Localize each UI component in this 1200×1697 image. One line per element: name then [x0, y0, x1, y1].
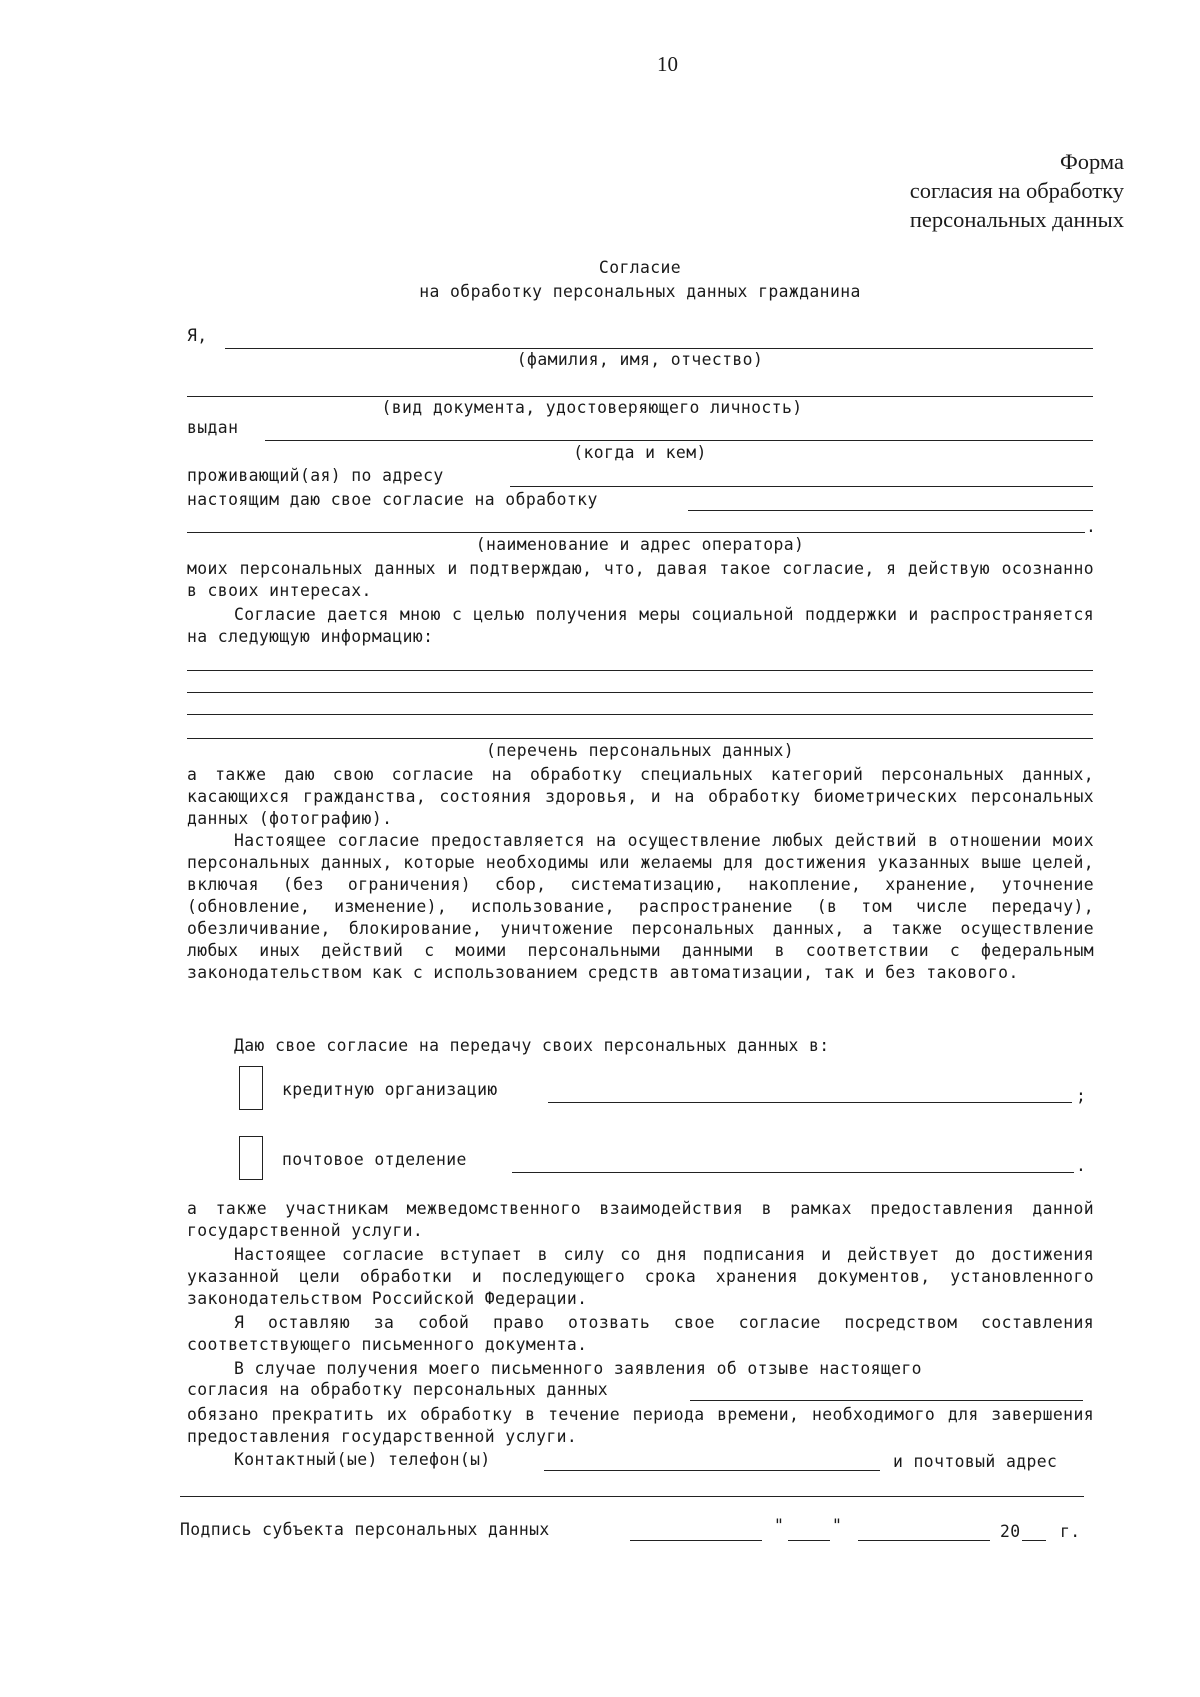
text-p5: Даю свое согласие на передачу своих персональных данных в: — [234, 1036, 830, 1055]
paragraph-stop-processing — [187, 1404, 1094, 1448]
year-prefix: 20 — [1000, 1522, 1021, 1541]
month-field[interactable] — [858, 1540, 990, 1541]
issued-caption: (когда и кем) — [573, 443, 707, 462]
title-line2: на обработку персональных данных гражданина — [419, 282, 861, 301]
paragraph-purpose-ack — [187, 558, 1094, 602]
paragraph-purpose — [187, 604, 1094, 648]
operator-field-2[interactable] — [187, 532, 1085, 533]
paragraph-actions — [187, 830, 1094, 984]
text-p8: Я оставляю за собой право отозвать свое согласие посредством составления соответствующего письменного документа. — [187, 1313, 1094, 1354]
form-label-line: Форма — [1059, 149, 1124, 174]
document-field[interactable] — [187, 396, 1093, 397]
info-list-line[interactable] — [187, 738, 1093, 739]
operator-name-field[interactable] — [690, 1400, 1083, 1401]
paragraph-special — [187, 764, 1094, 830]
text-p9b: согласия на обработку персональных данных — [187, 1380, 608, 1399]
form-label-line: согласия на обработку — [909, 178, 1124, 203]
form-label — [910, 147, 1124, 234]
list-caption: (перечень персональных данных) — [485, 741, 795, 760]
day-field[interactable] — [788, 1540, 830, 1541]
address-label: проживающий(ая) по адресу — [187, 466, 444, 485]
contact-phone-field[interactable] — [544, 1470, 880, 1471]
year-suffix: г. — [1060, 1522, 1081, 1541]
text-p4: Настоящее согласие предоставляется на осуществление любых действий в отношении моих персональных данных, которые необходимы или желаемы для достижения указанных выше целей, включая (без ограничения) сбор, систематизацию, накопление, хранение, уточнение (обновление, изменение), использование, распространение (в том числе передачу), обезличивание, блокирование, уничтожение персональных данных, а также осуществление любых иных действий с моими персональными данными в соответствии с федеральным законодательством как с использованием средств автоматизации, так и без такового. — [187, 831, 1094, 982]
paragraph-revoke — [187, 1312, 1094, 1356]
document-caption: (вид документа, удостоверяющего личность) — [381, 398, 803, 417]
text-p7: Настоящее согласие вступает в силу со дня подписания и действует до достижения указанной цели обработки и последующего срока хранения документов, установленного законодательством Российской Федерации. — [187, 1245, 1094, 1308]
paragraph-revocation-received — [187, 1358, 1094, 1380]
issued-field[interactable] — [265, 440, 1093, 441]
quote-open: " — [774, 1516, 785, 1535]
fio-caption: (фамилия, имя, отчество) — [516, 350, 764, 369]
post-office-field[interactable] — [512, 1172, 1074, 1173]
post-office-end: . — [1076, 1156, 1087, 1175]
post-office-label: почтовое отделение — [282, 1150, 467, 1169]
address-field[interactable] — [510, 486, 1093, 487]
paragraph-validity — [187, 1244, 1094, 1310]
post-office-checkbox[interactable] — [239, 1136, 263, 1180]
operator-caption: (наименование и адрес оператора) — [475, 535, 805, 554]
signature-field[interactable] — [630, 1540, 762, 1541]
credit-org-field[interactable] — [548, 1102, 1072, 1103]
info-list-line[interactable] — [187, 670, 1093, 671]
operator-period: . — [1086, 517, 1097, 536]
consent-to-label: настоящим даю свое согласие на обработку — [187, 490, 598, 509]
postal-address-field[interactable] — [180, 1496, 1084, 1497]
text-p1: моих персональных данных и подтверждаю, что, давая такое согласие, я действую осознанно в своих интересах. — [187, 559, 1094, 600]
text-p6: а также участникам межведомственного взаимодействия в рамках предоставления данной государственной услуги. — [187, 1199, 1094, 1240]
year-field[interactable] — [1022, 1540, 1046, 1541]
operator-field[interactable] — [688, 510, 1093, 511]
form-label-line: персональных данных — [909, 207, 1124, 232]
text-p3: а также даю свою согласие на обработку специальных категорий персональных данных, касающихся гражданства, состояния здоровья, и на обработку биометрических персональных данных (фотографию). — [187, 765, 1094, 828]
contact-phone-label: Контактный(ые) телефон(ы) — [234, 1450, 491, 1469]
credit-org-checkbox[interactable] — [239, 1066, 263, 1110]
ya-label: Я, — [187, 326, 208, 345]
info-list-line[interactable] — [187, 692, 1093, 693]
issued-label: выдан — [187, 418, 239, 437]
info-list-line[interactable] — [187, 714, 1093, 715]
credit-org-label: кредитную организацию — [282, 1080, 498, 1099]
quote-close: " — [832, 1516, 843, 1535]
title-line1: Согласие — [598, 258, 682, 277]
page-number: 10 — [657, 52, 678, 76]
credit-org-end: ; — [1076, 1086, 1087, 1105]
text-p2: Согласие дается мною с целью получения меры социальной поддержки и распространяется на следующую информацию: — [187, 605, 1094, 646]
paragraph-interagency — [187, 1198, 1094, 1242]
text-p10: обязано прекратить их обработку в течение периода времени, необходимого для завершения предоставления государственной услуги. — [187, 1405, 1094, 1446]
text-p9a: В случае получения моего письменного заявления об отзыве настоящего — [234, 1359, 922, 1378]
postal-address-label: и почтовый адрес — [893, 1452, 1058, 1471]
fio-field[interactable] — [225, 348, 1093, 349]
signature-label: Подпись субъекта персональных данных — [180, 1520, 550, 1539]
